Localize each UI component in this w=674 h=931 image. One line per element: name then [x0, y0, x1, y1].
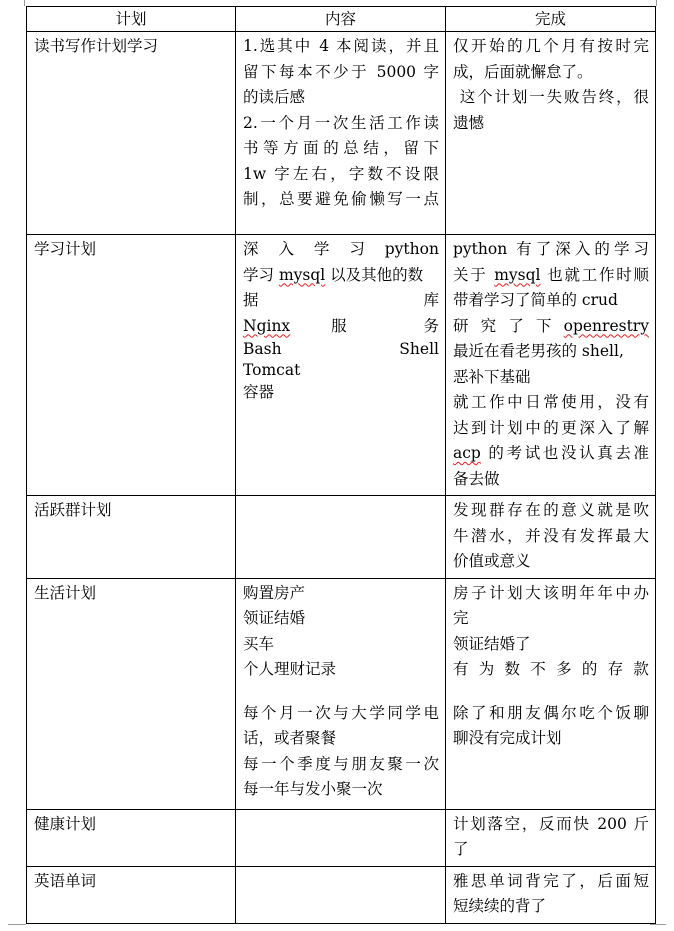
plan-name: 活跃群计划 — [27, 496, 236, 579]
content-line: 的读后感 — [243, 88, 306, 106]
header-plan: 计划 — [27, 7, 236, 32]
result-line: 领证结婚了 — [453, 634, 531, 653]
table-row — [27, 809, 656, 866]
result-line: 价值或意义 — [453, 552, 531, 570]
result-line: 完 — [453, 609, 469, 627]
table-row — [27, 496, 656, 579]
table-header-row — [27, 7, 656, 32]
word: 学习 — [243, 265, 279, 284]
plan-content — [236, 496, 446, 579]
word: 库 — [423, 291, 439, 309]
content-line — [243, 339, 439, 359]
word: 数 — [504, 660, 523, 678]
content-line — [243, 263, 439, 289]
content-line — [243, 314, 439, 340]
spellcheck-word: openrestry — [563, 316, 649, 335]
result-line — [453, 441, 649, 467]
header-content: 内容 — [236, 7, 446, 32]
table-row — [27, 578, 656, 809]
result-line: 恶补下基础 — [453, 367, 531, 386]
content-line: 留下每本不少于 5000 字 — [243, 62, 439, 81]
page-corner-mark — [656, 0, 665, 6]
word: 的 — [581, 660, 600, 678]
content-line — [243, 288, 439, 314]
table-row — [27, 32, 656, 235]
content-line: 每一个季度与朋友聚一次 — [243, 754, 439, 773]
plan-result — [446, 496, 656, 579]
header-completion: 完成 — [446, 7, 656, 32]
plan-name: 学习计划 — [27, 235, 236, 496]
plan-name: 健康计划 — [27, 809, 236, 866]
result-line: 仅开始的几个月有按时完 — [453, 37, 649, 55]
word: 不 — [530, 660, 549, 678]
word: python — [384, 240, 439, 258]
result-line: 聊没有完成计划 — [453, 729, 562, 747]
plan-result — [446, 866, 656, 923]
plan-result — [446, 578, 656, 809]
plan-result — [446, 32, 656, 235]
plan-result — [446, 235, 656, 496]
content-line: 2.一个月一次生活工作读 — [243, 113, 439, 132]
result-line — [453, 657, 649, 683]
paragraph-spacer — [453, 683, 649, 701]
result-line: 这个计划一失败告终，很 — [453, 88, 649, 106]
result-line: 达到计划中的更深入了解 — [453, 418, 649, 437]
result-line: 牛潜水，并没有发挥最大 — [453, 526, 649, 545]
result-line: 发现群存在的意义就是吹 — [453, 501, 649, 519]
page-corner-mark — [16, 0, 25, 6]
word: 也就工作时顺 — [540, 265, 649, 284]
result-line: 计划落空，反而快 200 斤 — [453, 814, 649, 833]
result-line: 最近在看老男孩的 shell, — [453, 342, 624, 360]
plan-content — [236, 866, 446, 923]
word: Bash — [243, 340, 282, 358]
plan-content — [236, 235, 446, 496]
word: 下 — [535, 316, 556, 335]
word: 究 — [480, 316, 500, 335]
word: 习 — [349, 240, 373, 258]
plan-result — [446, 809, 656, 866]
content-line: 领证结婚 — [243, 609, 306, 627]
plan-content — [236, 578, 446, 809]
content-line: 购置房产 — [243, 583, 306, 602]
content-line: 买车 — [243, 634, 275, 653]
word: 深 — [243, 240, 266, 258]
word: 款 — [633, 660, 649, 678]
content-line: 个人理财记录 — [243, 660, 337, 678]
word: 据 — [243, 291, 339, 309]
result-line: 房子计划大该明年年中办 — [453, 583, 649, 602]
result-line: 成，后面就懈怠了。 — [453, 62, 593, 81]
word: 了 — [508, 316, 528, 335]
word: 研 — [453, 316, 473, 335]
content-line: 容器 — [243, 383, 275, 401]
spellcheck-word: mysql — [278, 265, 326, 284]
plan-table — [26, 6, 656, 924]
word: 务 — [423, 316, 439, 335]
result-line: 备去做 — [453, 469, 500, 488]
plan-name: 读书写作计划学习 — [27, 32, 236, 235]
word: 学 — [313, 240, 337, 258]
content-line: 话，或者聚餐 — [243, 729, 337, 747]
table-row — [27, 235, 656, 496]
content-line: 制，总要避免偷懒写一点 — [243, 190, 439, 208]
word: 以及其他的数 — [325, 265, 424, 284]
plan-name: 生活计划 — [27, 578, 236, 809]
content-line: Tomcat — [243, 361, 301, 379]
spellcheck-word: mysql — [494, 265, 541, 284]
word: 有 — [453, 660, 472, 678]
content-line — [243, 237, 439, 263]
content-line: 每一年与发小聚一次 — [243, 780, 383, 798]
word: 的考试也没认真去准 — [480, 444, 649, 462]
result-line: 短续续的背了 — [453, 897, 547, 915]
content-line: 1.选其中 4 本阅读，并且 — [243, 37, 439, 55]
plan-name: 英语单词 — [27, 866, 236, 923]
spellcheck-word: Nginx — [243, 316, 291, 335]
spellcheck-word: acp — [453, 444, 481, 462]
word: 存 — [607, 660, 626, 678]
result-line — [453, 314, 649, 340]
content-line: 1w 字左右，字数不设限 — [243, 164, 439, 183]
word: 关于 — [453, 265, 495, 284]
plan-content — [236, 32, 446, 235]
result-line: 遗憾 — [453, 113, 485, 132]
word: 服 — [331, 316, 383, 335]
plan-content — [236, 809, 446, 866]
content-line: 每个月一次与大学同学电 — [243, 703, 439, 722]
table-row — [27, 866, 656, 923]
word: 入 — [278, 240, 302, 258]
result-line: 雅思单词背完了，后面短 — [453, 871, 649, 890]
word: Shell — [399, 340, 439, 358]
word: 多 — [556, 660, 575, 678]
paragraph-spacer — [243, 683, 439, 701]
result-line: python 有了深入的学习 — [453, 240, 649, 258]
result-line: 就工作中日常使用，没有 — [453, 393, 649, 411]
result-line — [453, 263, 649, 289]
result-line: 了 — [453, 840, 469, 858]
word: 为 — [478, 660, 497, 678]
result-line: 带着学习了简单的 crud — [453, 291, 618, 309]
result-line: 除了和朋友偶尔吃个饭聊 — [453, 703, 649, 722]
content-line: 书等方面的总结，留下 — [243, 139, 439, 157]
